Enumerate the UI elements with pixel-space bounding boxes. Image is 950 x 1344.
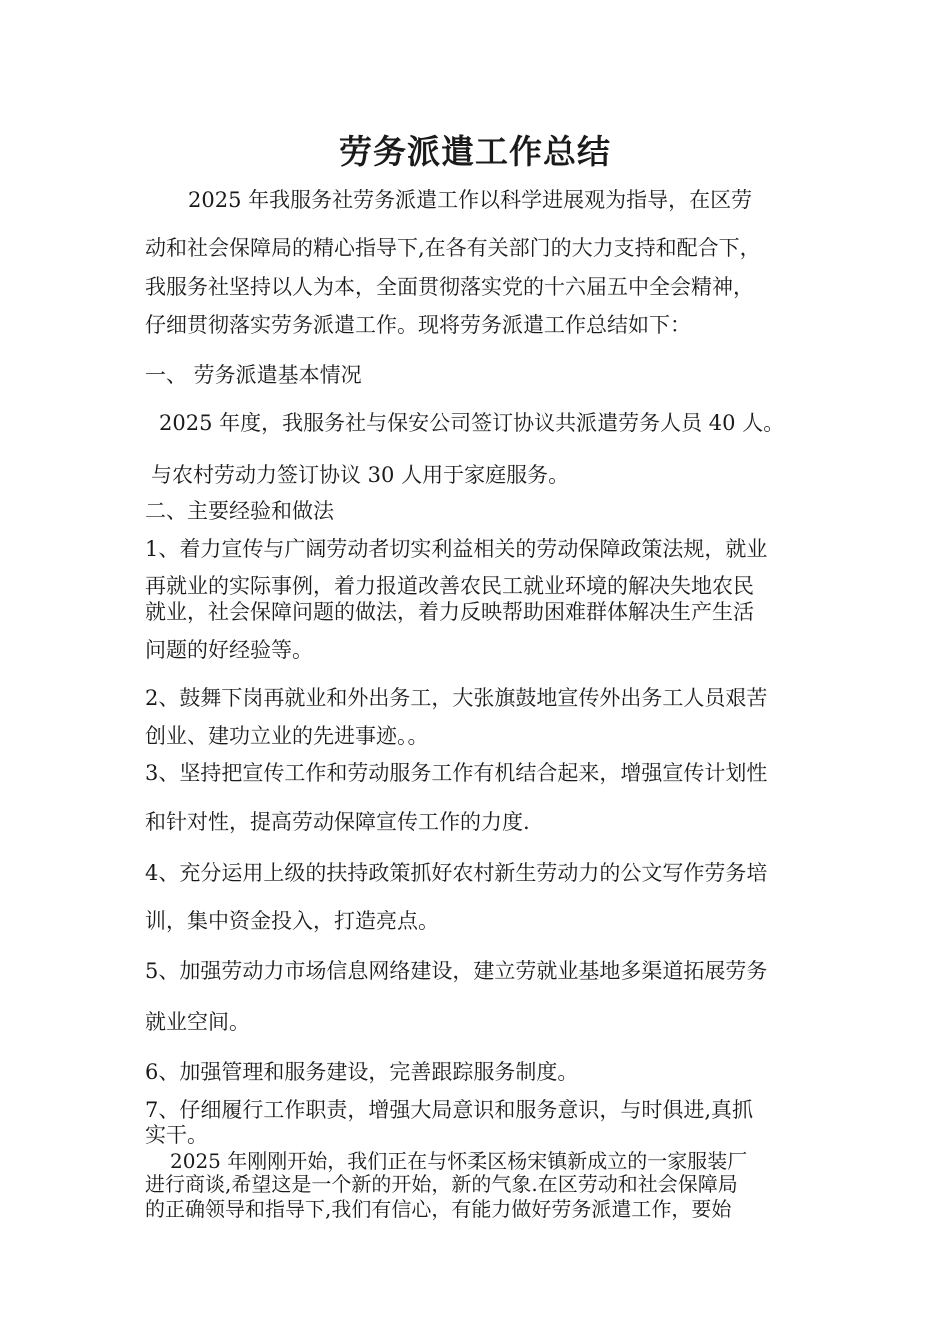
paragraph-line: 仔细贯彻落实劳务派遣工作。现将劳务派遣工作总结如下：	[145, 313, 691, 337]
list-item-line: 2、鼓舞下岗再就业和外出务工，大张旗鼓地宣传外出务工人员艰苦	[145, 686, 768, 710]
paragraph-line: 动和社会保障局的精心指导下,在各有关部门的大力支持和配合下，	[145, 236, 761, 260]
list-item-line: 5、加强劳动力市场信息网络建设，建立劳就业基地多渠道拓展劳务	[145, 959, 768, 983]
section-heading: 一、 劳务派遣基本情况	[145, 363, 362, 387]
document-title: 劳务派遣工作总结	[339, 132, 611, 171]
list-item-line: 问题的好经验等。	[145, 638, 313, 662]
list-item-line: 3、坚持把宣传工作和劳动服务工作有机结合起来，增强宣传计划性	[145, 761, 768, 785]
list-item-line: 就业空间。	[145, 1010, 250, 1034]
paragraph-line: 我服务社坚持以人为本，全面贯彻落实党的十六届五中全会精神，	[145, 275, 754, 299]
list-item-line: 就业，社会保障问题的做法，着力反映帮助困难群体解决生产生活	[145, 600, 754, 624]
paragraph-line: 2025 年我服务社劳务派遣工作以科学进展观为指导，在区劳	[188, 188, 753, 212]
section-heading: 二、主要经验和做法	[145, 499, 334, 523]
list-item-line: 训，集中资金投入，打造亮点。	[145, 909, 439, 933]
list-item-line: 7、仔细履行工作职责，增强大局意识和服务意识，与时俱进,真抓	[145, 1098, 754, 1122]
list-item-line: 4、充分运用上级的扶持政策抓好农村新生劳动力的公文写作劳务培	[145, 861, 768, 885]
paragraph-line: 2025 年度，我服务社与保安公司签订协议共派遣劳务人员 40 人。	[159, 411, 785, 435]
list-item-line: 6、加强管理和服务建设，完善跟踪服务制度。	[145, 1060, 579, 1084]
list-item-line: 1、着力宣传与广阔劳动者切实利益相关的劳动保障政策法规，就业	[145, 537, 768, 561]
list-item-line: 实干。	[145, 1123, 208, 1147]
closing-paragraph-line: 进行商谈,希望这是一个新的开始，新的气象.在区劳动和社会保障局	[145, 1172, 738, 1196]
list-item-line: 再就业的实际事例，着力报道改善农民工就业环境的解决失地农民	[145, 574, 754, 598]
list-item-line: 和针对性，提高劳动保障宣传工作的力度.	[145, 810, 530, 834]
list-item-line: 创业、建功立业的先进事迹。。	[145, 724, 429, 748]
closing-paragraph-line: 2025 年刚刚开始，我们正在与怀柔区杨宋镇新成立的一家服装厂	[170, 1149, 748, 1173]
closing-paragraph-line: 的正确领导和指导下,我们有信心，有能力做好劳务派遣工作，要始	[145, 1197, 732, 1221]
paragraph-line: 与农村劳动力签订协议 30 人用于家庭服务。	[151, 463, 570, 487]
